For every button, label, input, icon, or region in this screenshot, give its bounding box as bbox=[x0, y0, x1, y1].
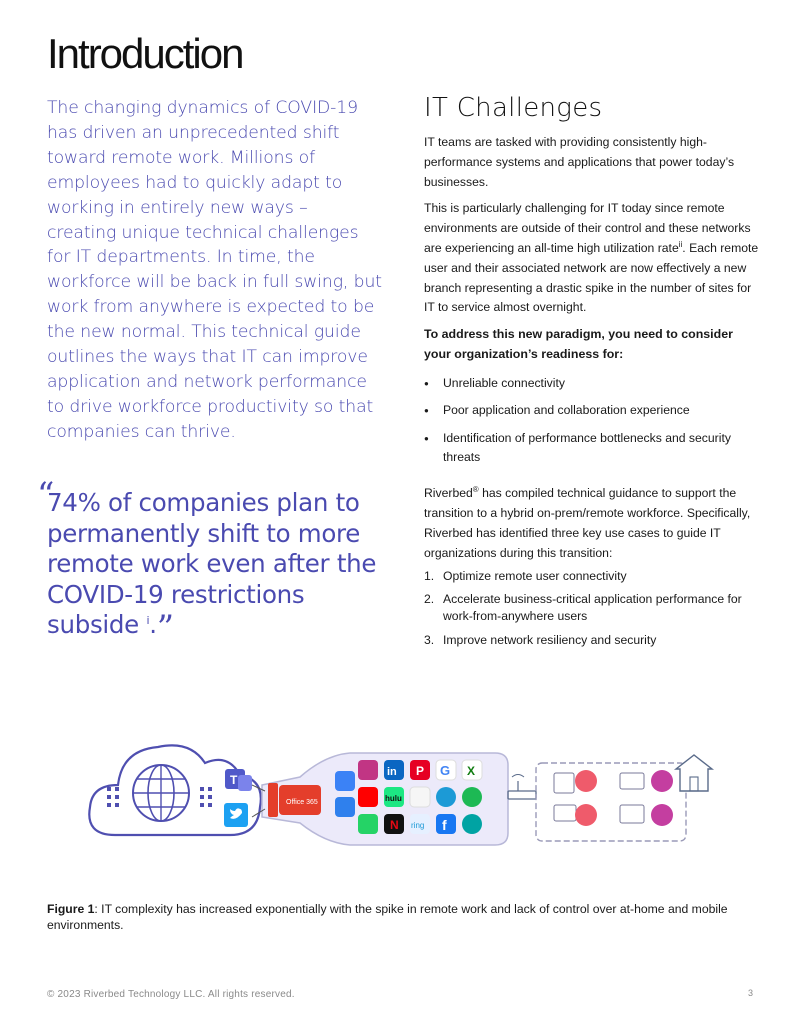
page-number: 3 bbox=[748, 988, 754, 998]
avatar bbox=[651, 770, 673, 792]
list-item bbox=[424, 568, 759, 585]
registered-mark: ® bbox=[472, 485, 479, 495]
readiness-list bbox=[424, 374, 759, 468]
list-item: ● Unreliable connectivity bbox=[424, 374, 759, 393]
paragraph-2-end: . Each remote user and their associated network are now effectively a new branch representing a drastic spike in the number of sites for IT to service almost overnight. bbox=[424, 240, 759, 315]
list-text: Accelerate business-critical application performance for work-from-anywhere users bbox=[443, 591, 742, 624]
list-text: Improve network resiliency and security bbox=[443, 632, 657, 647]
office-365-label: Office 365 bbox=[286, 799, 318, 806]
riverbed-text: has compiled technical guidance to support the transition to a hybrid on-prem/remote workforce. Specifically, Riverbed has identified three key use cases to guide IT organizations during this transition: bbox=[424, 486, 751, 560]
pull-quote bbox=[37, 475, 377, 648]
xbox-label: X bbox=[467, 764, 476, 778]
figure-svg bbox=[80, 725, 720, 875]
twitter-icon bbox=[224, 803, 248, 827]
facebook-label: f bbox=[442, 817, 447, 833]
intro-paragraph: The changing dynamics of COVID-19 has driven an unprecedented shift toward remote work. Millions of employees had to quickly adapt to working in entirely new ways – creating unique technical challenges for IT departments. In time, the workforce will be back in full swing, but work from anywhere is expected to be the new normal. This technical guide outlines the ways that IT can improve application and network performance to drive workforce productivity so that companies can thrive. bbox=[47, 98, 382, 442]
ring-label: ring bbox=[411, 821, 425, 830]
open-quote-mark: “ bbox=[37, 475, 55, 515]
list-text: Optimize remote user connectivity bbox=[443, 568, 627, 583]
youtube-icon bbox=[358, 787, 378, 807]
adobe-icon bbox=[410, 787, 430, 807]
footnote-ref-ii: ii bbox=[678, 239, 683, 249]
avatar bbox=[575, 770, 597, 792]
instagram-icon bbox=[358, 760, 378, 780]
pinterest-label: P bbox=[416, 764, 425, 778]
close-quote-mark: ” bbox=[156, 608, 174, 648]
spotify-icon bbox=[462, 787, 482, 807]
section-title: IT Challenges bbox=[424, 93, 603, 123]
list-item: ● Poor application and collaboration experience bbox=[424, 401, 759, 420]
avatar bbox=[575, 804, 597, 826]
dropbox-icon bbox=[335, 797, 355, 817]
quote-footnote-ref: i bbox=[146, 613, 150, 627]
app-store-icon bbox=[335, 771, 355, 791]
it-challenges-section bbox=[424, 93, 759, 655]
list-item bbox=[424, 632, 759, 649]
cloud-app-icon bbox=[436, 787, 456, 807]
caption-text: : IT complexity has increased exponentially with the spike in remote work and lack of control over at-home and mobile environments. bbox=[47, 902, 728, 932]
laptop-icon bbox=[620, 773, 644, 789]
svg-text:T: T bbox=[230, 773, 238, 787]
teams-icon bbox=[225, 769, 252, 791]
chat-app-icon bbox=[462, 814, 482, 834]
figure-caption bbox=[47, 901, 757, 933]
list-number: 3. bbox=[424, 632, 435, 647]
quote-text: 74% of companies plan to permanently shift to more remote work even after the COVID-19 restrictions subside bbox=[47, 488, 377, 639]
list-number: 1. bbox=[424, 568, 435, 583]
netflix-label: N bbox=[390, 818, 399, 832]
printer-icon bbox=[620, 805, 644, 823]
list-item: ● Identification of performance bottlenecks and security threats bbox=[424, 429, 759, 468]
page-title: Introduction bbox=[47, 30, 243, 77]
bold-lead: To address this new paradigm, you need to consider your organization’s readiness for: bbox=[424, 327, 733, 361]
paragraph-2 bbox=[424, 199, 759, 318]
house-icon bbox=[676, 755, 712, 791]
google-label: G bbox=[440, 763, 451, 778]
linkedin-label: in bbox=[387, 766, 397, 778]
riverbed-paragraph bbox=[424, 484, 759, 563]
riverbed-name: Riverbed bbox=[424, 486, 473, 501]
paragraph-1: IT teams are tasked with providing consistently high-performance systems and applications that power today’s businesses. bbox=[424, 135, 735, 189]
figure-illustration bbox=[80, 725, 720, 875]
caption-label: Figure 1 bbox=[47, 902, 95, 916]
avatar bbox=[651, 804, 673, 826]
use-case-list bbox=[424, 568, 759, 650]
router-icon bbox=[508, 775, 536, 800]
paragraph-2-start: This is particularly challenging for IT today since remote environments are outside of their control and these networks are experiencing an all-time high utilization rate bbox=[424, 201, 751, 255]
hulu-label: hulu bbox=[385, 794, 402, 803]
tablet-icon bbox=[554, 773, 574, 793]
list-number: 2. bbox=[424, 591, 435, 606]
quote-end: . bbox=[149, 610, 157, 639]
whatsapp-icon bbox=[358, 814, 378, 834]
list-item bbox=[424, 591, 759, 626]
footer-copyright: © 2023 Riverbed Technology LLC. All rights reserved. bbox=[47, 989, 295, 1000]
monitor-icon bbox=[554, 805, 576, 821]
remote-workers-panel bbox=[536, 763, 686, 841]
